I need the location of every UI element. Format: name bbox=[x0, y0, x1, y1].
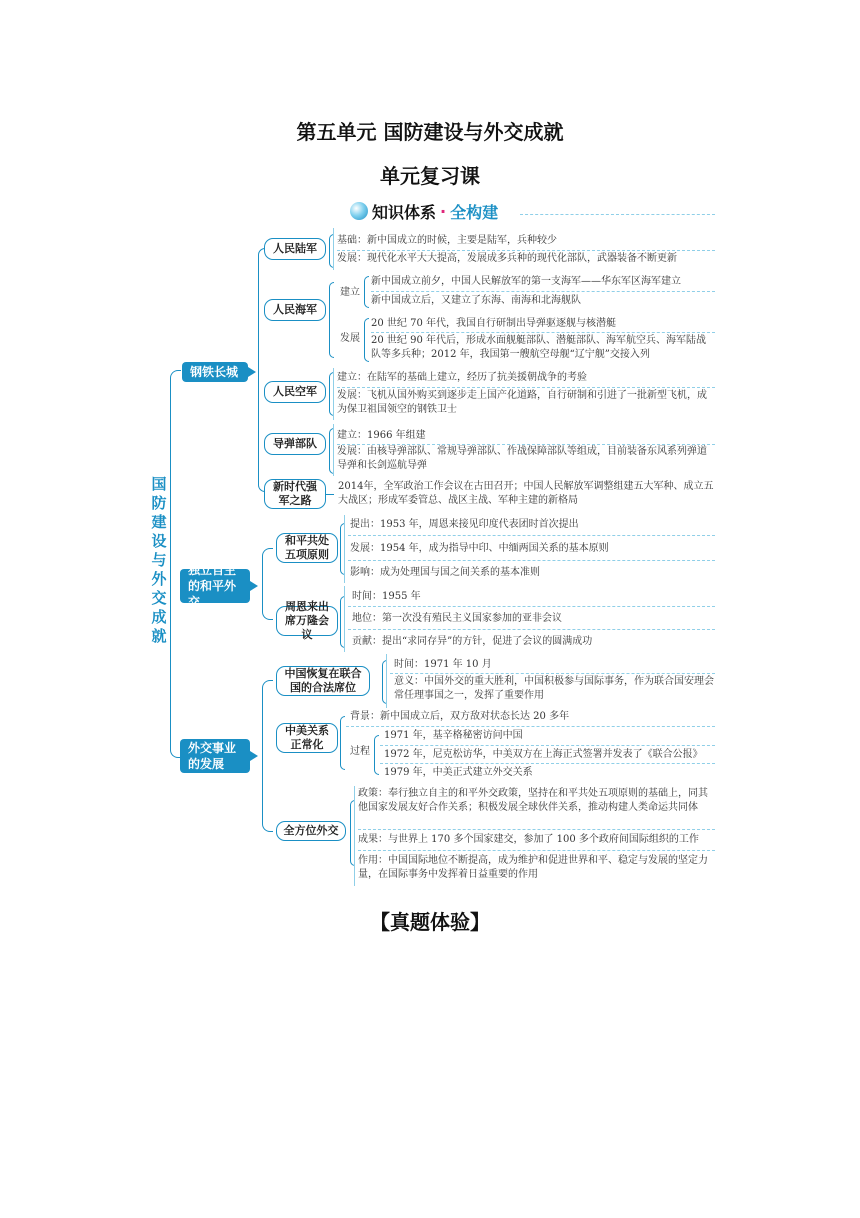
divider bbox=[348, 560, 715, 561]
un-panel bbox=[386, 654, 387, 708]
navy-brace bbox=[329, 282, 334, 358]
document-subtitle: 单元复习课 bbox=[380, 164, 480, 188]
mindmap-root: 国防建设与外交成就 bbox=[151, 475, 167, 645]
banner-divider bbox=[520, 214, 715, 215]
node-five-principles: 和平共处五项原则 bbox=[276, 533, 338, 563]
divider bbox=[348, 629, 715, 630]
five-panel bbox=[344, 515, 345, 583]
node-bandung: 周恩来出席万隆会议 bbox=[276, 606, 338, 636]
root-brace bbox=[170, 370, 181, 758]
army-item-1: 基础：新中国成立的时候，主要是陆军，兵种较少 bbox=[337, 235, 557, 246]
divider bbox=[337, 250, 715, 251]
sinous-background: 背景：新中国成立后，双方敌对状态长达 20 多年 bbox=[350, 711, 570, 722]
navy-develop-1: 20 世纪 70 年代，我国自行研制出导弹驱逐舰与核潜艇 bbox=[371, 318, 616, 329]
airforce-item-1: 建立：在陆军的基础上建立，经历了抗美援朝战争的考验 bbox=[337, 372, 587, 383]
divider bbox=[348, 535, 715, 536]
navy-build-2: 新中国成立后，又建立了东海、南海和北海舰队 bbox=[371, 295, 581, 306]
airforce-item-2: 发展：飞机从国外购买到逐步走上国产化道路，自行研制和引进了一批新型飞机，成为保卫祖国领空的钢铁卫士 bbox=[337, 390, 707, 415]
divider bbox=[371, 291, 715, 292]
navy-develop-2: 20 世纪 90 年代后，形成水面舰艇部队、潜艇部队、海军航空兵、海军陆战队等多兵种；2012 年，我国第一艘航空母舰“辽宁舰”交接入列 bbox=[371, 335, 706, 360]
section-heading: 【真题体验】 bbox=[370, 910, 490, 934]
bandung-item-2: 地位：第一次没有殖民主义国家参加的亚非会议 bbox=[352, 613, 562, 624]
branch-diplomacy: 外交事业的发展 bbox=[180, 739, 250, 773]
branch-peace: 独立自主的和平外交 bbox=[180, 569, 250, 603]
all-item-1: 政策：奉行独立自主的和平外交政策，坚持在和平共处五项原则的基础上，同其他国家发展友好合作关系；积极发展全球伙伴关系，推动构建人类命运共同体 bbox=[358, 788, 708, 813]
navy-build-brace bbox=[364, 276, 369, 308]
node-missile: 导弹部队 bbox=[264, 433, 326, 455]
divider bbox=[337, 387, 715, 388]
five-item-3: 影响：成为处理国与国之间关系的基本准则 bbox=[350, 567, 540, 578]
army-panel bbox=[333, 228, 334, 270]
sinous-process-2: 1972 年，尼克松访华，中美双方在上海正式签署并发表了《联合公报》 bbox=[384, 749, 703, 760]
navy-tag-build: 建立 bbox=[340, 287, 360, 298]
node-army: 人民陆军 bbox=[264, 238, 326, 260]
divider bbox=[380, 763, 715, 764]
banner-text-1: 知识体系 bbox=[372, 202, 437, 222]
diplomacy-brace bbox=[262, 680, 273, 832]
navy-build-1: 新中国成立前夕，中国人民解放军的第一支海军——华东军区海军建立 bbox=[371, 276, 681, 287]
node-navy: 人民海军 bbox=[264, 299, 326, 321]
document-title: 第五单元 国防建设与外交成就 bbox=[296, 120, 564, 144]
node-newera: 新时代强军之路 bbox=[264, 479, 326, 509]
all-panel bbox=[354, 786, 355, 886]
five-item-2: 发展：1954 年，成为指导中印、中缅两国关系的基本原则 bbox=[350, 543, 609, 554]
node-airforce: 人民空军 bbox=[264, 381, 326, 403]
globe-ball-icon bbox=[350, 202, 368, 220]
divider bbox=[346, 726, 715, 727]
un-item-2: 意义：中国外交的重大胜利，中国积极参与国际事务，作为联合国安理会常任理事国之一，发挥了重要作用 bbox=[394, 676, 714, 701]
bandung-item-1: 时间：1955 年 bbox=[352, 591, 421, 602]
knowledge-banner bbox=[350, 198, 498, 224]
army-item-2: 发展：现代化水平大大提高，发展成多兵种的现代化部队，武器装备不断更新 bbox=[337, 253, 677, 264]
gangtie-brace bbox=[258, 248, 265, 492]
all-item-2: 成果：与世界上 170 多个国家建交，参加了 100 多个政府间国际组织的工作 bbox=[358, 834, 699, 845]
sinous-brace bbox=[340, 716, 345, 770]
banner-dot: · bbox=[440, 201, 447, 221]
missile-panel bbox=[333, 424, 334, 476]
sinous-tag-process: 过程 bbox=[350, 746, 370, 757]
branch-gangtie: 钢铁长城 bbox=[182, 362, 248, 382]
sinous-process-3: 1979 年，中美正式建立外交关系 bbox=[384, 767, 533, 778]
divider bbox=[358, 850, 715, 851]
peace-brace bbox=[262, 548, 273, 620]
missile-item-1: 建立：1966 年组建 bbox=[337, 430, 426, 441]
newera-item-1: 2014年，全军政治工作会议在古田召开；中国人民解放军调整组建五大军种、成立五大战区；形成军委管总、战区主战、军种主建的新格局 bbox=[338, 481, 714, 506]
bandung-item-3: 贡献：提出“求同存异”的方针，促进了会议的圆满成功 bbox=[352, 636, 593, 647]
navy-tag-develop: 发展 bbox=[340, 333, 360, 344]
all-item-3: 作用：中国国际地位不断提高，成为维护和促进世界和平、稳定与发展的坚定力量，在国际事务中发挥着日益重要的作用 bbox=[358, 855, 708, 880]
sinous-process-brace bbox=[374, 735, 379, 775]
newera-connector bbox=[326, 494, 334, 495]
navy-develop-brace bbox=[364, 318, 369, 362]
sinous-process-1: 1971 年，基辛格秘密访问中国 bbox=[384, 730, 523, 741]
divider bbox=[380, 745, 715, 746]
banner-text-2: 全构建 bbox=[450, 202, 499, 222]
divider bbox=[358, 829, 715, 830]
divider bbox=[371, 332, 715, 333]
node-sino-us: 中美关系正常化 bbox=[276, 723, 338, 753]
five-item-1: 提出：1953 年，周恩来接见印度代表团时首次提出 bbox=[350, 519, 579, 530]
airforce-panel bbox=[333, 368, 334, 420]
missile-item-2: 发展：由核导弹部队、常规导弹部队、作战保障部队等组成，目前装备东风系列弹道导弹和长剑巡航导弹 bbox=[337, 446, 707, 471]
divider bbox=[348, 606, 715, 607]
node-all-round: 全方位外交 bbox=[276, 821, 346, 841]
node-un-seat: 中国恢复在联合国的合法席位 bbox=[276, 666, 370, 696]
bandung-panel bbox=[344, 586, 345, 652]
divider bbox=[390, 673, 715, 674]
un-item-1: 时间：1971 年 10 月 bbox=[394, 659, 492, 670]
